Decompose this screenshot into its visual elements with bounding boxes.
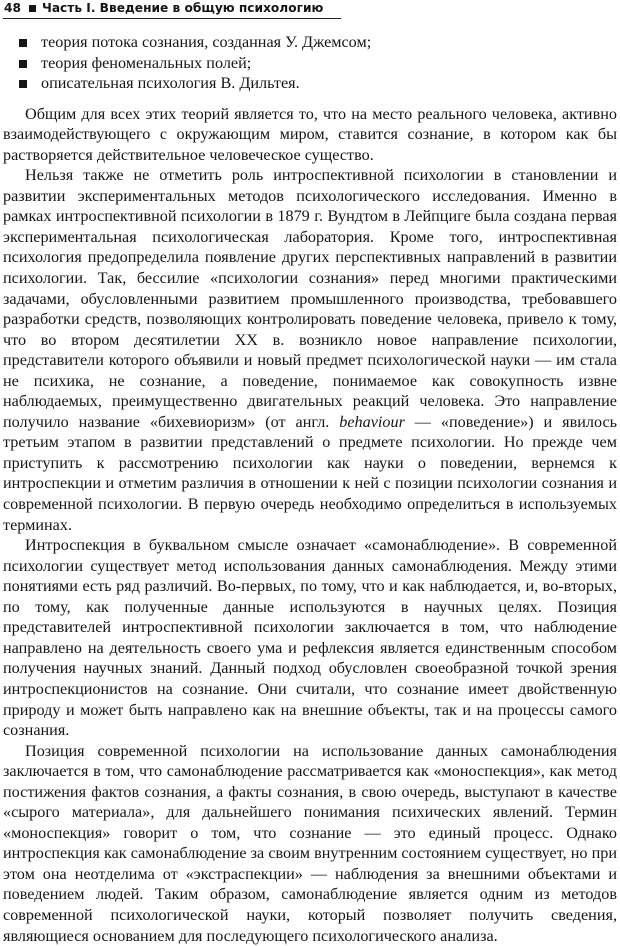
running-head	[3, 0, 617, 17]
paragraph: Нельзя также не отметить роль интроспективной психологии в становлении и развитии экспериментальных методов психологического исследования. Именно в рамках интроспективной психологии в 1879 г. Вундтом в Лейпциге была создана первая экспериментальная психологическая лаборатория. Кроме того, интроспективная психология предопределила появление других перспективных направлений в развитии психологии. Так, бессилие «психологии сознания» перед многими практическими задачами, обусловленными развитием промышленного производства, требовавшего разработки средств, позволяющих контролировать поведение человека, привело к тому, что во втором десятилетии XX в. возникло новое направление психологии, представители которого объявили и новый предмет психологической науки — им стала не психика, не сознание, а поведение, понимаемое как совокупность извне наблюдаемых, преимущественно двигательных реакций человека. Это направление получило название «бихевиоризм» (от англ. behaviour — «поведение») и явилось третьим этапом в развитии представлений о предмете психологии. Но прежде чем приступить к рассмотрению психологии как науки о поведении, вернемся к интроспекции и отметим различия в отношении к ней с позиции психологии сознания и современной психологии. В первую очередь необходимо определиться в используемых терминах.	[3, 166, 618, 534]
bullet-list	[3, 32, 617, 94]
list-item: теория феноменальных полей;	[3, 53, 617, 74]
page-number: 48	[4, 1, 21, 15]
paragraph: Интроспекция в буквальном смысле означает «самонаблюдение». В современной психологии существует метод использования данных самонаблюдения. Между этими понятиями есть ряд различий. Во-первых, по тому, что и как наблюдается, и, во-вторых, по тому, как полученные данные используются в научных целях. Позиция представителей интроспективной психологии заключается в том, что наблюдение направлено на деятельность своего ума и рефлексия является единственным способом получения научных знаний. Данный подход обусловлен своеобразной точкой зрения интроспекционистов на сознание. Они считали, что сознание имеет двойственную природу и может быть направлено как на внешние объекты, так и на процессы самого сознания.	[3, 536, 617, 740]
square-bullet-icon	[19, 80, 27, 88]
chapter-title: Часть I. Введение в общую психологию	[41, 1, 324, 15]
list-item: описательная психология В. Дильтея.	[3, 73, 617, 94]
paragraph: Общим для всех этих теорий является то, что на место реального человека, активно взаимодействующего с окружающим миром, ставится сознание, в котором как бы растворяется действительное человеческое существо.	[3, 104, 617, 164]
square-bullet-icon	[19, 39, 27, 47]
square-bullet-icon	[29, 5, 36, 12]
paragraph: Позиция современной психологии на использование данных самонаблюдения заключается в том, что самонаблюдение рассматривается как «моноспекция», как метод постижения фактов сознания, а факты сознания, в свою очередь, выступают в качестве «сырого материала», для дальнейшего понимания психических явлений. Термин «моноспекция» говорит о том, что сознание — это единый процесс. Однако интроспекция как самонаблюдение за своим внутренним состоянием существует, но при этом она неотделима от «экстраспекции» — наблюдения за внешними объектами и поведением людей. Таким образом, самонаблюдение является одним из методов современной психологической науки, который позволяет получить сведения, являющиеся основанием для последующего психологического анализа.	[3, 741, 617, 945]
italic-term: behaviour	[339, 412, 405, 431]
square-bullet-icon	[19, 60, 27, 68]
list-item: теория потока сознания, созданная У. Джемсом;	[3, 32, 617, 53]
header-rule	[3, 18, 341, 19]
page-body	[3, 32, 617, 946]
